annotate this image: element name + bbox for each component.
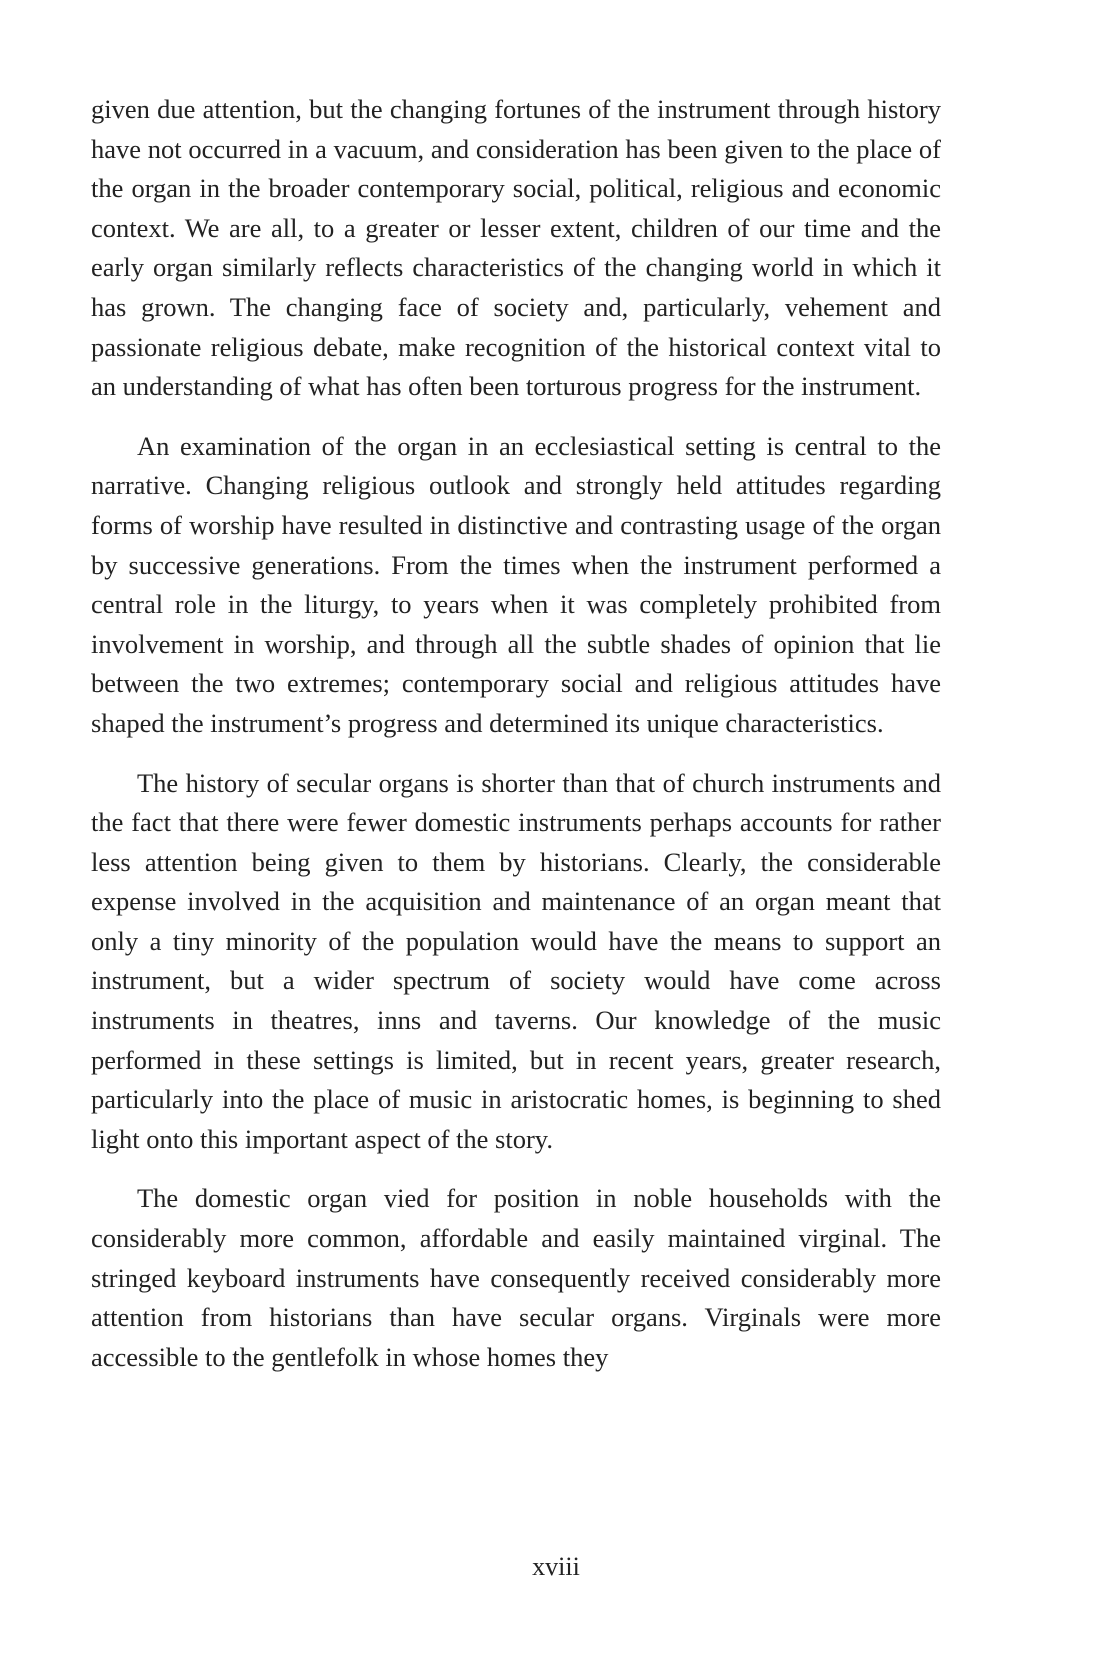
paragraph-continuation: given due attention, but the changing fortunes of the instrument through history have not occurred in a vacuum, and consideration has been given to the place of the organ in the broader contemporary social, political, religious and economic context. We are all, to a greater or lesser extent, children of our time and the early organ similarly reflects characteristics of the changing world in which it has grown. The changing face of society and, particularly, vehement and passionate religious debate, make recognition of the historical context vital to an understanding of what has often been torturous progress for the instrument. bbox=[91, 94, 941, 402]
body-text bbox=[91, 90, 941, 1397]
page-number: xviii bbox=[532, 1552, 580, 1581]
paragraph-secular-organs: The history of secular organs is shorter than that of church instruments and the fact that there were fewer domestic instruments perhaps accounts for rather less attention being given to them by historians. Clearly, the considerable expense involved in the acquisition and maintenance of an organ meant that only a tiny minority of the population would have the means to support an instrument, but a wider spectrum of society would have come across instruments in theatres, inns and taverns. Our knowledge of the music performed in these settings is limited, but in recent years, greater research, particularly into the place of music in aristocratic homes, is beginning to shed light onto this important aspect of the story. bbox=[91, 767, 941, 1154]
paragraph-ecclesiastical: An examination of the organ in an ecclesiastical setting is central to the narrative. Changing religious outlook and strongly held attitudes regarding forms of worship have resulted in distinctive and contrasting usage of the organ by successive generations. From the times when the instrument performed a central role in the liturgy, to years when it was completely prohibited from involvement in worship, and through all the subtle shades of opinion that lie between the two extremes; contemporary social and religious attitudes have shaped the instrument’s progress and determined its unique characteristics. bbox=[91, 430, 941, 738]
paragraph-domestic-organ: The domestic organ vied for position in noble households with the considerably more common, affordable and easily maintained virginal. The stringed keyboard instruments have consequently received considerably more attention from historians than have secular organs. Virginals were more accessible to the gentlefolk in whose homes they bbox=[91, 1183, 941, 1372]
